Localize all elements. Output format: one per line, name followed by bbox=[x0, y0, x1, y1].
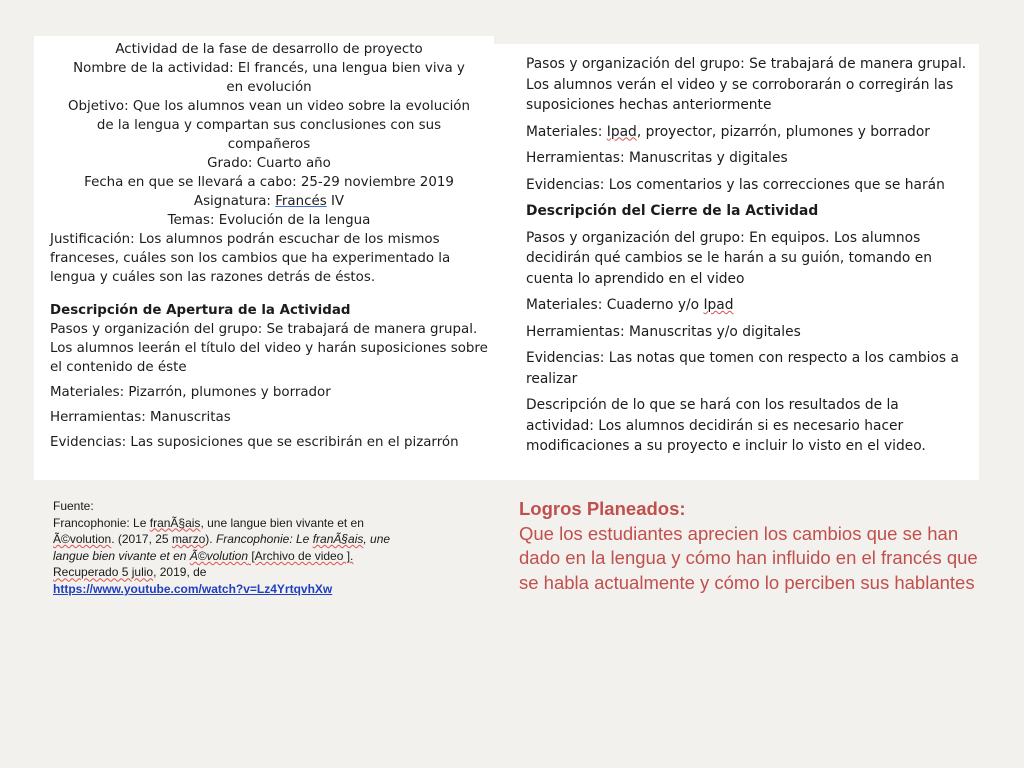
source-label: Fuente: bbox=[53, 499, 94, 513]
activity-document-left bbox=[34, 36, 494, 480]
cierre-pasos: Pasos y organización del grupo: En equipos. Los alumnos decidirán qué cambios se le harán a su guión, tomando en cuenta lo aprendido en el video bbox=[526, 229, 932, 287]
activity-heading bbox=[50, 40, 488, 230]
ipad-word: Ipad bbox=[606, 123, 637, 140]
heading-line: Fecha en que se llevará a cabo: 25-29 noviembre 2019 bbox=[84, 175, 454, 190]
source-link[interactable]: https://www.youtube.com/watch?v=Lz4YrtqvhXw bbox=[53, 581, 333, 596]
reference-text: [Archivo de video ]. Recuperado 5 bbox=[53, 548, 354, 580]
reference-text: , 2019, de bbox=[153, 565, 207, 580]
apertura-pasos: Pasos y organización del grupo: Se trabajará de manera grupal. Los alumnos leerán el título del video y harán suposiciones sobre el contenido de éste bbox=[50, 322, 488, 375]
desarrollo-evidencias: Evidencias: Los comentarios y las correcciones que se harán bbox=[526, 176, 945, 193]
justificacion-text: Justificación: Los alumnos podrán escuchar de los mismos franceses, cuáles son los cambios que ha experimentado la lengua y cuáles son las razones detrás de éstos. bbox=[50, 232, 451, 285]
logros-title: Logros Planeados: bbox=[519, 498, 686, 519]
reference-text: ). bbox=[205, 532, 216, 547]
materiales-label: Materiales: Cuaderno y/o bbox=[526, 297, 704, 313]
cierre-herramientas: Herramientas: Manuscritas y/o digitales bbox=[526, 323, 801, 340]
reference-word: franÃ§ais bbox=[149, 515, 201, 530]
apertura-materiales: Materiales: Pizarrón, plumones y borrador bbox=[50, 385, 331, 400]
desarrollo-materiales bbox=[526, 122, 969, 143]
logros-planeados bbox=[519, 497, 989, 595]
logros-text: Que los estudiantes aprecien los cambios que se han dado en la lengua y cómo han influido en el francés que se habla actualmente y cómo lo perciben sus hablantes bbox=[519, 522, 978, 593]
asignatura-francés: Francés bbox=[275, 194, 327, 209]
heading-line: de la lengua y compartan sus conclusiones con sus bbox=[96, 118, 442, 133]
reference-title-word: franÃ§ais bbox=[312, 532, 364, 547]
apertura-herramientas: Herramientas: Manuscritas bbox=[50, 410, 231, 425]
activity-document-right bbox=[490, 44, 979, 480]
heading-line: Temas: Evolución de la lengua bbox=[167, 213, 371, 228]
desarrollo-herramientas: Herramientas: Manuscritas y digitales bbox=[526, 150, 788, 166]
asignatura-level: IV bbox=[326, 194, 345, 209]
reference-title: Francophonie: Le bbox=[215, 532, 313, 547]
cierre-materiales bbox=[526, 295, 969, 316]
reference-word: julio bbox=[131, 565, 154, 580]
ipad-word: Ipad bbox=[703, 297, 734, 313]
heading-line: Objetivo: Que los alumnos vean un video sobre la evolución bbox=[68, 99, 470, 114]
reference-text: , une langue bien vivante et en bbox=[200, 515, 364, 530]
source-citation bbox=[53, 498, 403, 598]
heading-line: compañeros bbox=[227, 137, 311, 152]
reference-word: marzo bbox=[171, 532, 206, 547]
heading-line-asignatura bbox=[50, 192, 488, 211]
reference-text: . (2017, 25 bbox=[111, 532, 172, 547]
heading-line: Grado: Cuarto año bbox=[207, 156, 331, 171]
heading-line: Nombre de la actividad: El francés, una lengua bien viva y bbox=[73, 61, 465, 76]
cierre-title: Descripción del Cierre de la Actividad bbox=[526, 203, 819, 219]
descripcion-resultados: Descripción de lo que se hará con los resultados de la actividad: Los alumnos decidirán si es necesario hacer modificaciones a su proyecto e incluir lo visto en el video. bbox=[526, 397, 926, 454]
reference-text: Francophonie: Le bbox=[53, 515, 150, 530]
materiales-label: Materiales: bbox=[526, 123, 607, 140]
reference-title-word: Ã©volution bbox=[189, 548, 248, 563]
heading-line: Actividad de la fase de desarrollo de proyecto bbox=[115, 42, 423, 57]
heading-line: en evolución bbox=[226, 80, 312, 95]
cierre-evidencias: Evidencias: Las notas que tomen con respecto a los cambios a realizar bbox=[526, 350, 959, 387]
asignatura-label: Asignatura: bbox=[193, 194, 276, 209]
reference-title: , une langue bien vivante et en bbox=[53, 532, 391, 563]
reference-word: Ã©volution bbox=[53, 532, 112, 547]
materiales-rest: , proyector, pizarrón, plumones y borrador bbox=[636, 123, 930, 140]
source-reference bbox=[53, 515, 403, 581]
apertura-title: Descripción de Apertura de la Actividad bbox=[50, 303, 351, 318]
desarrollo-pasos: Pasos y organización del grupo: Se trabajará de manera grupal. Los alumnos verán el video y se corroborarán o corregirán las suposiciones hechas anteriormente bbox=[526, 56, 967, 113]
apertura-evidencias: Evidencias: Las suposiciones que se escribirán en el pizarrón bbox=[50, 435, 459, 450]
